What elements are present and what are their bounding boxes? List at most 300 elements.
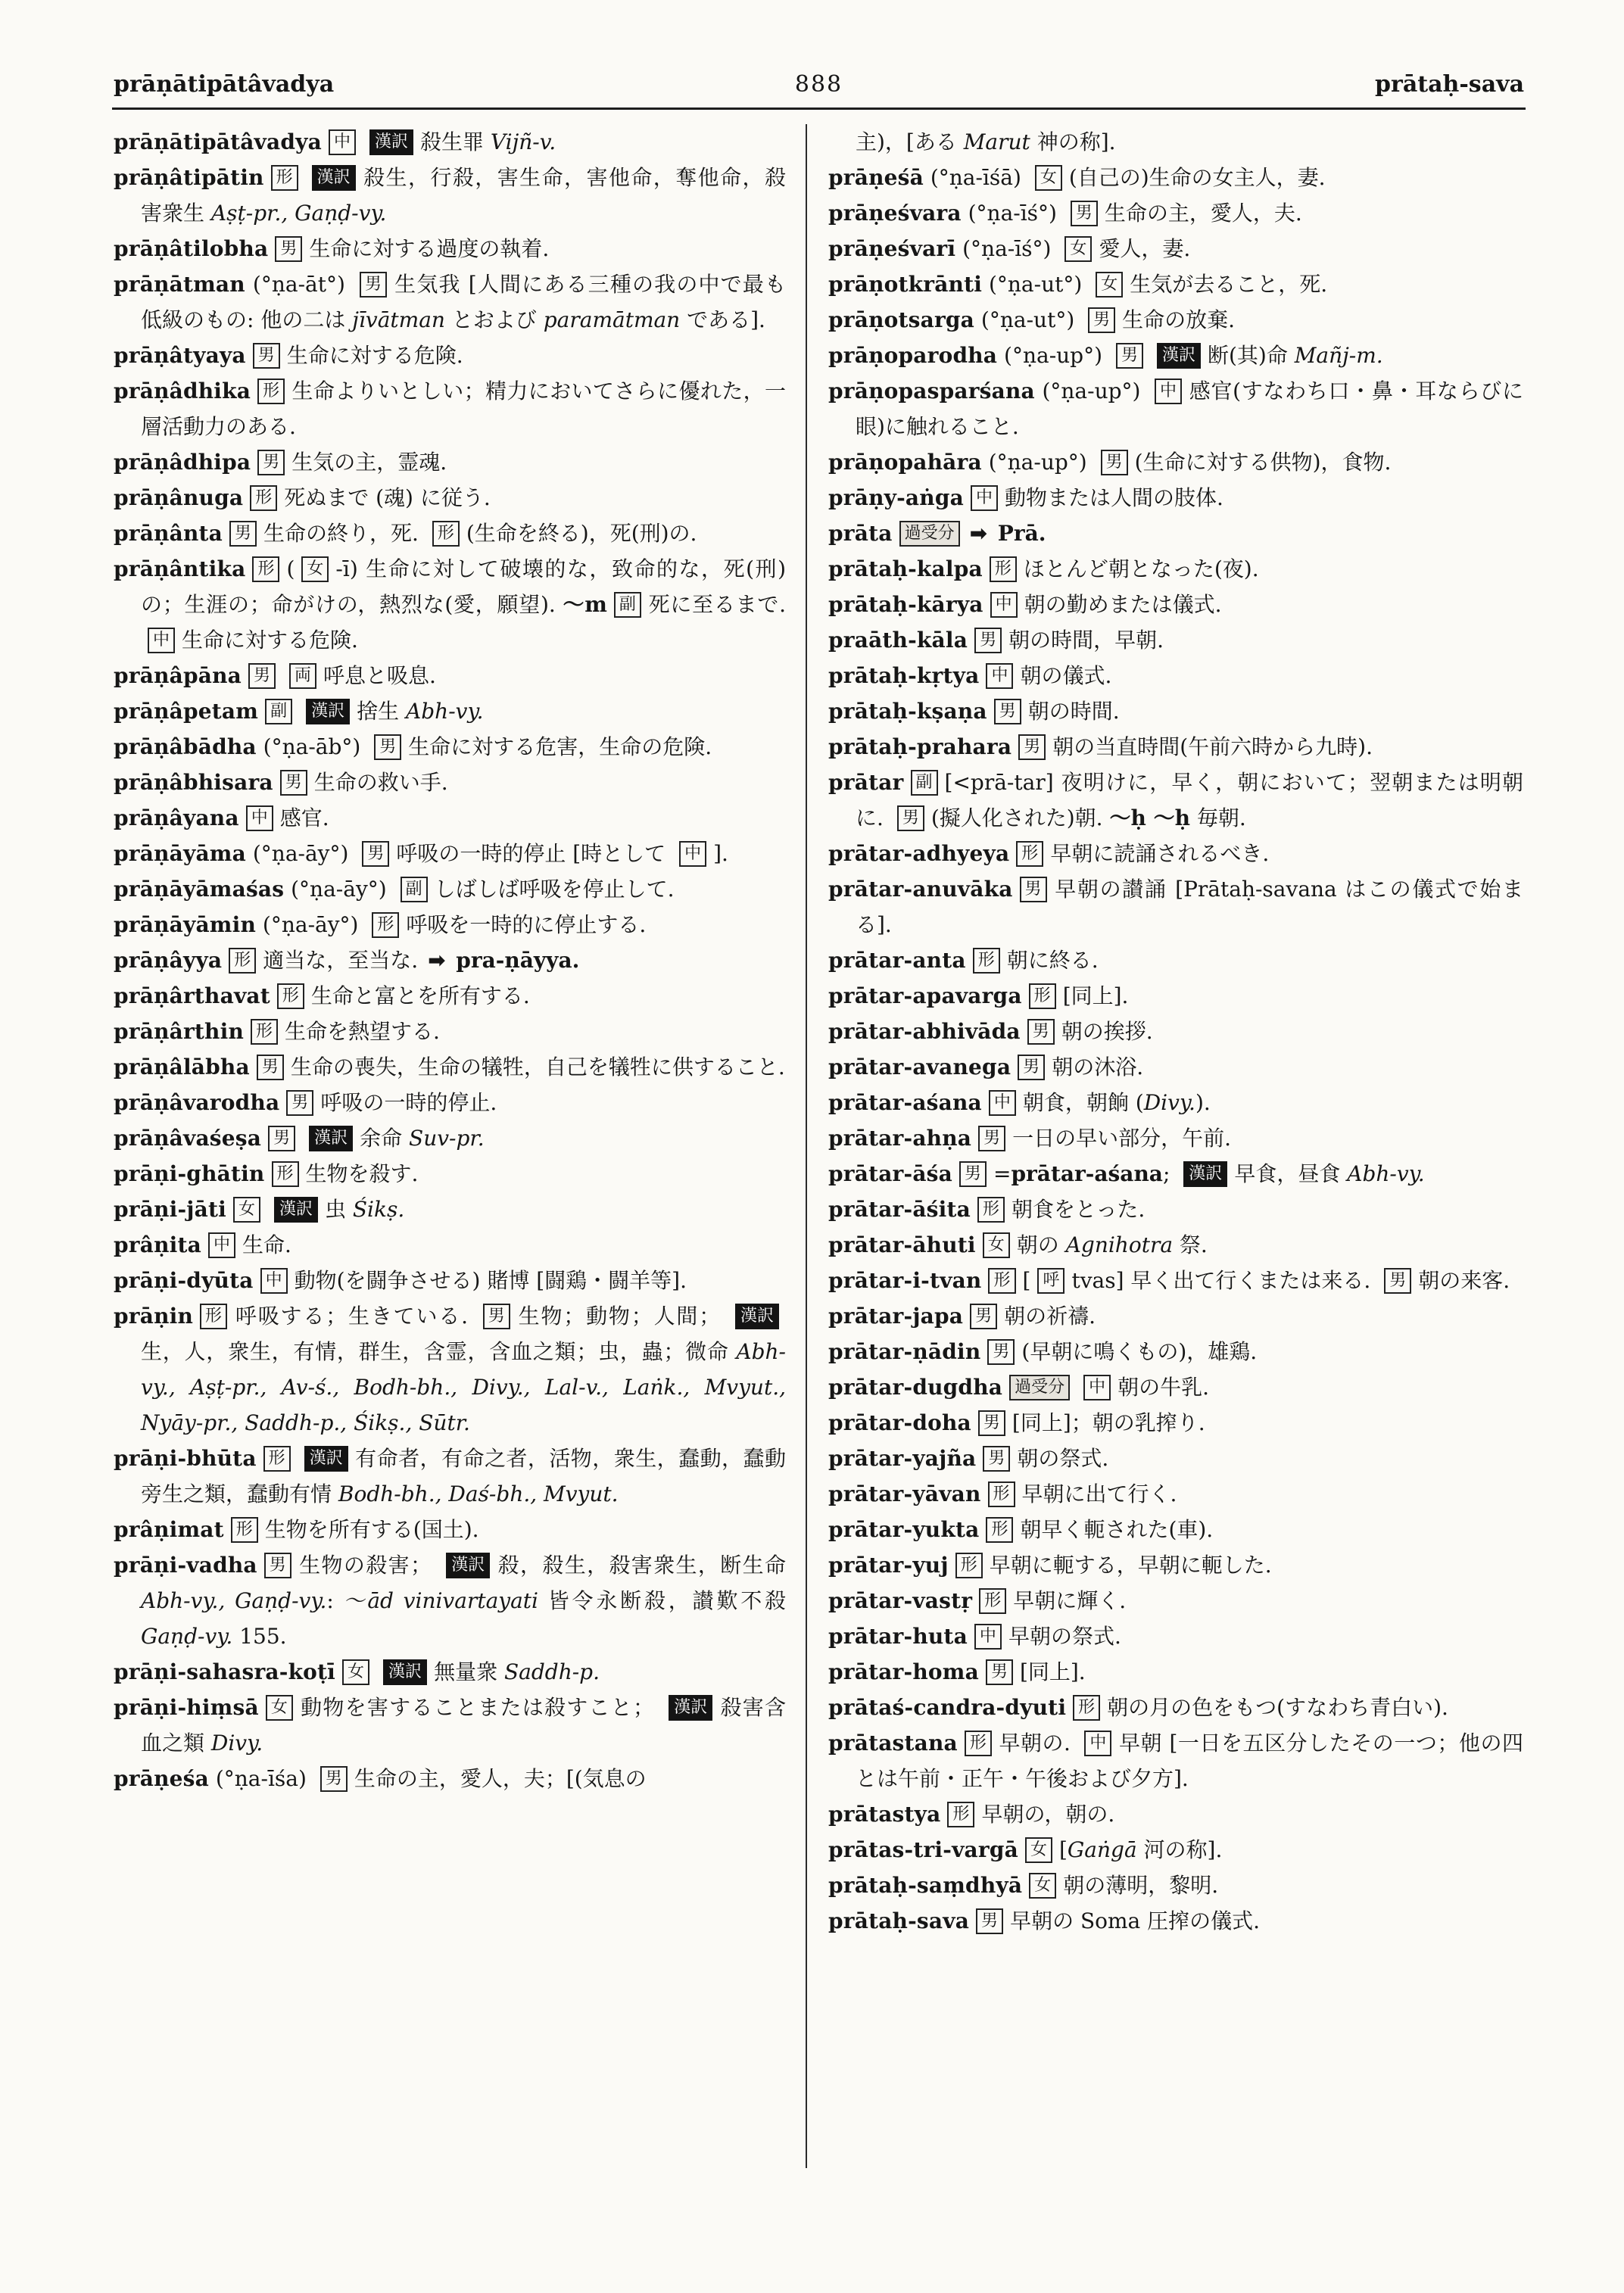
entry-text: 感官(すなわち口・鼻・耳ならびに眼)に触れること.	[856, 379, 1523, 439]
grammar-marker: 女	[266, 1695, 293, 1721]
entry-text: とおよび	[444, 307, 544, 332]
headword: prāta	[828, 521, 893, 546]
headword: prāṇâdhika	[114, 379, 251, 403]
grammar-marker: 形	[988, 1481, 1015, 1507]
dictionary-entry	[114, 1690, 786, 1761]
entry-text: 朝早く軛された(車).	[1020, 1517, 1214, 1542]
headword: prāṇâtilobha	[114, 236, 269, 261]
headword: prāṇâyana	[114, 805, 239, 830]
header-left-guideword: prāṇātipātâvadya	[114, 71, 335, 98]
entry-text: 朝の当直時間(午前六時から九時).	[1052, 734, 1373, 759]
headword: prāṇi-ghātin	[114, 1161, 265, 1186]
dictionary-entry	[828, 1476, 1523, 1512]
entry-text: しばしば呼吸を停止して.	[434, 877, 675, 902]
entry-text: 動物(を闘争させる) 賭博 [闘鶏・闘羊等].	[294, 1268, 687, 1293]
dictionary-entry	[828, 871, 1523, 942]
entry-text: 生命に対する危険.	[182, 628, 358, 653]
dictionary-entry	[828, 1796, 1523, 1832]
dictionary-entry	[828, 1120, 1523, 1156]
entry-text: 朝の来客.	[1418, 1268, 1510, 1293]
left-column	[114, 124, 786, 2168]
entry-text: 朝の沐浴.	[1052, 1055, 1144, 1080]
grammar-marker: 中	[148, 628, 175, 653]
entry-text: ほとんど朝となった(夜).	[1023, 556, 1259, 581]
dictionary-entry	[114, 1085, 786, 1120]
entry-text: 朝食をとった.	[1011, 1197, 1146, 1222]
dictionary-entry	[828, 1369, 1523, 1405]
headword: prāṇy-aṅga	[828, 485, 964, 510]
grammar-marker: 男	[987, 1339, 1015, 1365]
grammar-marker: 男	[248, 663, 276, 689]
entry-text: 朝の時間.	[1027, 699, 1120, 724]
headword: prāṇâpetam	[114, 699, 259, 724]
grammar-marker: 形	[272, 1161, 299, 1187]
headword: prāṇeśvara	[828, 201, 962, 226]
grammar-marker: 男	[253, 343, 280, 369]
dictionary-entry	[114, 942, 786, 978]
dictionary-entry	[828, 1192, 1523, 1227]
dictionary-entry	[828, 729, 1523, 765]
grammar-marker: 女	[1025, 1837, 1052, 1863]
entry-text: 殺，殺生，殺害衆生，断生命	[497, 1553, 786, 1578]
headword: prātar	[828, 770, 904, 795]
dictionary-entry	[828, 551, 1523, 587]
grammar-marker: 中	[990, 592, 1018, 618]
headword: prātar-ṇādin	[828, 1339, 981, 1364]
grammar-marker: 男	[360, 272, 387, 298]
grammar-marker: 形	[1016, 841, 1043, 867]
grammar-marker: 男	[362, 841, 389, 867]
grammar-marker: 男	[286, 1090, 313, 1116]
grammar-marker: 男	[1101, 450, 1128, 475]
entry-text: [<prā-tar] 夜明けに，早く，朝において；翌朝または明朝に.	[856, 770, 1523, 830]
headword: prātar-doha	[828, 1410, 971, 1435]
dictionary-entry	[828, 836, 1523, 871]
grammar-marker: 男	[1116, 343, 1143, 369]
chinese-translation-marker: 漢訳	[306, 699, 350, 724]
headword: prātar-āśita	[828, 1197, 971, 1222]
dictionary-entry	[828, 338, 1523, 373]
dictionary-entry	[828, 373, 1523, 444]
source-abbreviation: ～ād vinivartayati	[343, 1588, 538, 1613]
dictionary-entry	[114, 1049, 786, 1085]
headword: prātaḥ-kṛtya	[828, 663, 980, 688]
grammar-marker: 形	[947, 1802, 974, 1827]
entry-text: 早朝 [一日を五区分したその一つ；他の四とは午前・正午・午後および夕方].	[856, 1731, 1523, 1791]
grammar-marker: 男	[275, 236, 302, 262]
headword: prātar-yukta	[828, 1517, 980, 1542]
entry-text: (生命に対する供物)，食物.	[1134, 450, 1392, 475]
entry-text: 155.	[232, 1624, 287, 1649]
bold-text: ～ḥ ～ḥ	[1109, 805, 1190, 830]
grammar-marker: 中	[1083, 1375, 1111, 1400]
dictionary-entry	[828, 1547, 1523, 1583]
headword: prātaḥ-kṣaṇa	[828, 699, 987, 724]
grammar-marker: 形	[257, 379, 285, 404]
entry-text: 虫	[324, 1197, 353, 1222]
headword: prāṇin	[114, 1304, 194, 1329]
headword: prāṇi-vadha	[114, 1553, 257, 1578]
grammar-marker: 形	[200, 1304, 227, 1329]
grammar-marker: 男	[986, 1659, 1013, 1685]
entry-text: (生命を終る)，死(刑)の.	[466, 521, 697, 546]
entry-text: 生命に対する過度の執着.	[309, 236, 550, 261]
grammar-marker: 男	[974, 628, 1002, 653]
chinese-translation-marker: 漢訳	[1183, 1161, 1227, 1187]
entry-text: 生物の殺害；	[298, 1553, 440, 1578]
headword: prāṇi-jāti	[114, 1197, 226, 1222]
cross-reference-arrow-icon: ➡	[969, 521, 988, 546]
headword: prātar-homa	[828, 1659, 979, 1684]
headword: prātaḥ-prahara	[828, 734, 1012, 759]
grammar-marker: 中	[679, 841, 706, 867]
headword: prāṇi-bhūta	[114, 1446, 257, 1471]
dictionary-entry	[828, 516, 1523, 551]
grammar-marker: 中	[974, 1624, 1002, 1650]
chinese-translation-marker: 漢訳	[383, 1659, 427, 1685]
dictionary-entry	[114, 907, 786, 942]
cross-reference-arrow-icon: ➡	[428, 948, 446, 973]
entry-text: 愛人，妻.	[1099, 236, 1191, 261]
source-abbreviation: Aṣṭ-pr., Gaṇḍ-vy.	[210, 201, 387, 226]
grammar-marker: 形	[229, 948, 256, 974]
chinese-translation-marker: 漢訳	[1157, 343, 1201, 369]
headword: prāṇāyāmaśas	[114, 877, 285, 902]
dictionary-entry	[114, 373, 786, 444]
entry-text: -ī) 生命に対して破壊的な，致命的な，死(刑)の；生涯の；命がけの，熱烈な(愛，願望).	[141, 556, 786, 617]
entry-text: [	[1058, 1837, 1068, 1862]
grammar-marker: 男	[280, 770, 307, 796]
dictionary-entry	[828, 765, 1523, 836]
headword: prātar-yuj	[828, 1553, 949, 1578]
grammar-marker: 中	[971, 485, 998, 511]
grammar-marker: 中	[246, 805, 273, 831]
entry-text: (°ṇa-āy°)	[256, 912, 366, 937]
headword: prātar-huta	[828, 1624, 968, 1649]
headword: prāṇâdhipa	[114, 450, 251, 475]
grammar-marker: 男	[978, 1410, 1005, 1436]
dictionary-entry	[114, 266, 786, 338]
headword: prāṇeśvarī	[828, 236, 956, 261]
dictionary-entry	[114, 658, 786, 693]
dictionary-entry	[114, 1120, 786, 1156]
headword: prātaḥ-sava	[828, 1908, 970, 1933]
entry-text: 呼吸の一時的停止 [時として	[396, 841, 673, 866]
dictionary-entry	[114, 693, 786, 729]
grammar-marker: 女	[983, 1232, 1010, 1258]
grammar-marker: 形	[277, 983, 304, 1009]
entry-text: (°ṇa-īśā)	[923, 165, 1028, 190]
headword: prātaś-candra-dyuti	[828, 1695, 1067, 1720]
entry-text: 感官.	[279, 805, 329, 830]
source-abbreviation: Saddh-p.	[503, 1659, 600, 1684]
page-header	[114, 71, 1524, 98]
headword: prātaḥ-kalpa	[828, 556, 983, 581]
dictionary-columns	[114, 124, 1523, 2168]
grammar-marker: 中	[208, 1232, 235, 1258]
headword: prāṇâlābha	[114, 1055, 250, 1080]
entry-text: [	[1022, 1268, 1031, 1293]
dictionary-entry	[114, 124, 786, 160]
dictionary-entry	[114, 729, 786, 765]
dictionary-entry	[828, 1085, 1523, 1120]
grammar-marker: 形	[973, 948, 1000, 974]
source-abbreviation: Suv-pr.	[409, 1126, 485, 1151]
chinese-translation-marker: 漢訳	[304, 1446, 348, 1472]
dictionary-entry	[828, 302, 1523, 338]
entry-text: 朝の月の色をもつ(すなわち青白い).	[1107, 1695, 1448, 1720]
entry-text: 主)，[ある	[856, 129, 964, 154]
dictionary-entry	[114, 444, 786, 480]
source-abbreviation: Śikṣ.	[352, 1197, 405, 1222]
entry-text: tvas] 早く出て行くまたは来る.	[1071, 1268, 1378, 1293]
dictionary-entry	[114, 836, 786, 871]
grammar-marker: 形	[432, 521, 460, 547]
entry-text: ].	[713, 841, 728, 866]
grammar-marker: 中	[1084, 1731, 1111, 1756]
dictionary-entry	[828, 1298, 1523, 1334]
entry-text: 生命と富とを所有する.	[310, 983, 530, 1008]
chinese-translation-marker: 漢訳	[309, 1126, 353, 1151]
headword: prāṇâbhisara	[114, 770, 273, 795]
headword: prātar-anta	[828, 948, 966, 973]
entry-text: 朝の薄明，黎明.	[1063, 1873, 1219, 1898]
header-rule	[112, 107, 1526, 110]
entry-text: 断(其)命	[1207, 343, 1295, 368]
source-abbreviation: Divy.	[1143, 1090, 1195, 1115]
grammar-marker: 男	[970, 1304, 997, 1329]
dictionary-entry	[828, 1512, 1523, 1547]
bold-text: ～m	[563, 592, 607, 617]
entry-text: 呼吸の一時的停止.	[320, 1090, 497, 1115]
bold-text: pra-ṇāyya.	[448, 948, 580, 973]
entry-text: 生命に対する危険.	[286, 343, 463, 368]
entry-text: 生気の主，霊魂.	[291, 450, 447, 475]
source-abbreviation: Abh-vy., Gaṇḍ-vy.	[141, 1588, 327, 1613]
entry-text: (擬人化された)朝.	[930, 805, 1110, 830]
entry-text: (°ṇa-āb°)	[256, 734, 368, 759]
headword: prātar-japa	[828, 1304, 964, 1329]
source-abbreviation: Vijñ-v.	[490, 129, 556, 154]
headword: prāṇātipātâvadya	[114, 129, 322, 154]
source-abbreviation: Abh-vy., Aṣṭ-pr., Av-ś., Bodh-bh., Divy., Lal-v., Laṅk., Mvyut., Nyāy-pr., Saddh-p., Śikṣ., Sūtr.	[141, 1339, 786, 1435]
grammar-marker: 男	[1088, 307, 1115, 333]
dictionary-entry	[828, 1156, 1523, 1192]
grammar-marker: 男	[257, 1055, 284, 1080]
grammar-marker: 形	[271, 165, 298, 191]
entry-text: 早朝の，朝の.	[981, 1802, 1115, 1827]
grammar-marker: 形	[252, 556, 279, 582]
grammar-marker: 男	[264, 1553, 291, 1578]
bold-text: Prā.	[990, 521, 1046, 546]
grammar-marker: 男	[1071, 201, 1098, 226]
source-abbreviation: Marut	[963, 129, 1030, 154]
entry-text: 動物または人間の肢体.	[1004, 485, 1223, 510]
grammar-marker: 形	[1029, 983, 1056, 1009]
grammar-marker: 中	[989, 1090, 1016, 1116]
grammar-marker: 副	[265, 699, 292, 724]
dictionary-entry	[828, 1441, 1523, 1476]
entry-text: (	[286, 556, 295, 581]
dictionary-entry	[828, 693, 1523, 729]
entry-text: 早朝に輝く.	[1013, 1588, 1127, 1613]
grammar-marker: 女	[301, 556, 329, 582]
grammar-marker: 男	[1027, 1019, 1055, 1045]
entry-text: (°ṇa-īś°)	[955, 236, 1058, 261]
entry-text: 朝の挨拶.	[1061, 1019, 1153, 1044]
dictionary-entry	[828, 231, 1523, 266]
dictionary-entry	[828, 658, 1523, 693]
dictionary-entry	[114, 1156, 786, 1192]
entry-text: (°ṇa-īś°)	[961, 201, 1064, 226]
entry-text: 朝に終る.	[1006, 948, 1099, 973]
entry-text: (°ṇa-āt°)	[245, 272, 353, 297]
dictionary-entry	[828, 1690, 1523, 1725]
entry-text: (°ṇa-īśa)	[208, 1766, 313, 1791]
headword: prāṇâvarodha	[114, 1090, 280, 1115]
headword: prātar-i-tvan	[828, 1268, 982, 1293]
headword: prāṇâyya	[114, 948, 223, 973]
entry-text: 生物；動物；人間；	[516, 1304, 728, 1329]
source-abbreviation: Abh-vy.	[1347, 1161, 1425, 1186]
headword: prātar-āhuti	[828, 1232, 976, 1257]
grammar-marker: 中	[260, 1268, 288, 1294]
headword: prāṇi-dyūta	[114, 1268, 254, 1293]
entry-text: ;	[1162, 1161, 1177, 1186]
entry-text: 朝の牛乳.	[1117, 1375, 1210, 1400]
grammar-marker: 男	[374, 734, 401, 760]
source-abbreviation: Abh-vy.	[406, 699, 484, 724]
entry-text: 早朝の.	[998, 1731, 1078, 1756]
headword: prāṇopahāra	[828, 450, 982, 475]
grammar-marker: 男	[229, 521, 257, 547]
headword: prāṇârthavat	[114, 983, 270, 1008]
entry-text: (°ṇa-āy°)	[245, 841, 356, 866]
grammar-marker: 形	[250, 485, 277, 511]
headword: prāṇātman	[114, 272, 245, 297]
grammar-marker: 副	[614, 592, 641, 618]
grammar-marker: 女	[1035, 165, 1062, 191]
headword: prātar-āśa	[828, 1161, 952, 1186]
entry-text: 動物を害することまたは殺すこと；	[299, 1695, 662, 1720]
chinese-translation-marker: 漢訳	[312, 165, 356, 191]
entry-continuation	[828, 124, 1523, 160]
dictionary-entry	[114, 1263, 786, 1298]
dictionary-entry	[828, 1227, 1523, 1263]
headword: prātaḥ-kārya	[828, 592, 983, 617]
column-divider	[806, 124, 807, 2168]
entry-text: 生命.	[242, 1232, 291, 1257]
grammar-marker: 女	[342, 1659, 369, 1685]
entry-text: 生，人，衆生，有情，群生，含霊，含血之類；虫，蟲；微命	[141, 1339, 737, 1364]
headword: prâṇita	[114, 1232, 201, 1257]
grammar-marker: 女	[1029, 1873, 1056, 1899]
headword: prāṇâtyaya	[114, 343, 246, 368]
grammar-marker: 男	[897, 805, 924, 831]
entry-text: 朝食，朝餉 (	[1022, 1090, 1144, 1115]
participle-marker: 過受分	[899, 521, 960, 547]
headword: prātar-anuvāka	[828, 877, 1013, 902]
entry-text: 有命者，有命之者，活物，衆生，蠢動，蠢動旁生之類，蠢動有情	[141, 1446, 786, 1506]
headword: prāṇânuga	[114, 485, 244, 510]
dictionary-entry	[828, 1832, 1523, 1868]
grammar-marker: 形	[955, 1553, 983, 1578]
grammar-marker: 男	[978, 1126, 1005, 1151]
entry-text: 生命の終り，死.	[263, 521, 425, 546]
entry-text: (自己の)生命の女主人，妻.	[1068, 165, 1326, 190]
entry-text: 生物を殺す.	[305, 1161, 419, 1186]
source-abbreviation: Mañj-m.	[1294, 343, 1383, 368]
dictionary-entry	[828, 1618, 1523, 1654]
entry-text: 殺生罪	[419, 129, 491, 154]
entry-text: (早朝に鳴くもの)，雄鶏.	[1021, 1339, 1258, 1364]
entry-text: 捨生	[357, 699, 407, 724]
headword: prātar-apavarga	[828, 983, 1022, 1008]
entry-text: (°ṇa-ut°)	[982, 272, 1089, 297]
chinese-translation-marker: 漢訳	[446, 1553, 490, 1578]
headword: prātar-vastṛ	[828, 1588, 973, 1613]
grammar-marker: 女	[1064, 236, 1092, 262]
dictionary-entry	[828, 1014, 1523, 1049]
grammar-marker: 形	[979, 1588, 1006, 1614]
dictionary-entry	[114, 231, 786, 266]
grammar-marker: 中	[1155, 379, 1182, 404]
dictionary-entry	[828, 266, 1523, 302]
dictionary-entry	[828, 444, 1523, 480]
entry-text: 河の称].	[1136, 1837, 1223, 1862]
dictionary-entry	[828, 978, 1523, 1014]
entry-text: 皆令永断殺，讃歎不殺	[538, 1588, 787, 1613]
dictionary-entry	[114, 1298, 786, 1441]
entry-text: 早朝に軛する，早朝に軛した.	[989, 1553, 1272, 1578]
headword: prāṇâbādha	[114, 734, 257, 759]
headword: prāṇârthin	[114, 1019, 245, 1044]
entry-text: 早食，昼食	[1234, 1161, 1348, 1186]
entry-text: 死に至るまで.	[647, 592, 786, 617]
grammar-marker: 形	[372, 912, 399, 938]
headword: prātastana	[828, 1731, 958, 1756]
headword: prātar-aśana	[828, 1090, 982, 1115]
chinese-translation-marker: 漢訳	[369, 129, 413, 155]
grammar-marker: 形	[977, 1197, 1005, 1223]
dictionary-entry	[828, 942, 1523, 978]
entry-text: 朝の祈禱.	[1004, 1304, 1096, 1329]
dictionary-entry	[114, 480, 786, 516]
headword: prāṇotsarga	[828, 307, 975, 332]
dictionary-entry	[114, 516, 786, 551]
headword: prāṇāyāmin	[114, 912, 257, 937]
entry-text: 朝の儀式.	[1020, 663, 1112, 688]
grammar-marker: 男	[983, 1446, 1010, 1472]
dictionary-entry	[828, 1903, 1523, 1939]
headword: prātar-adhyeya	[828, 841, 1010, 866]
headword: prāṇāyāma	[114, 841, 246, 866]
grammar-marker: 男	[959, 1161, 987, 1187]
grammar-marker: 男	[976, 1908, 1003, 1934]
entry-text: 朝の祭式.	[1017, 1446, 1109, 1471]
entry-text: =	[993, 1161, 1011, 1186]
entry-text: 生物を所有する(国土).	[264, 1517, 479, 1542]
source-abbreviation: Divy.	[210, 1731, 263, 1756]
entry-text: 早朝に出て行く.	[1021, 1481, 1177, 1506]
dictionary-entry	[828, 160, 1523, 195]
participle-marker: 過受分	[1009, 1375, 1070, 1400]
dictionary-entry	[828, 1263, 1523, 1298]
entry-text: である].	[680, 307, 765, 332]
entry-text: 生命の喪失，生命の犠牲，自己を犠牲に供すること.	[290, 1055, 785, 1080]
dictionary-entry	[114, 551, 786, 658]
dictionary-entry	[828, 1725, 1523, 1796]
